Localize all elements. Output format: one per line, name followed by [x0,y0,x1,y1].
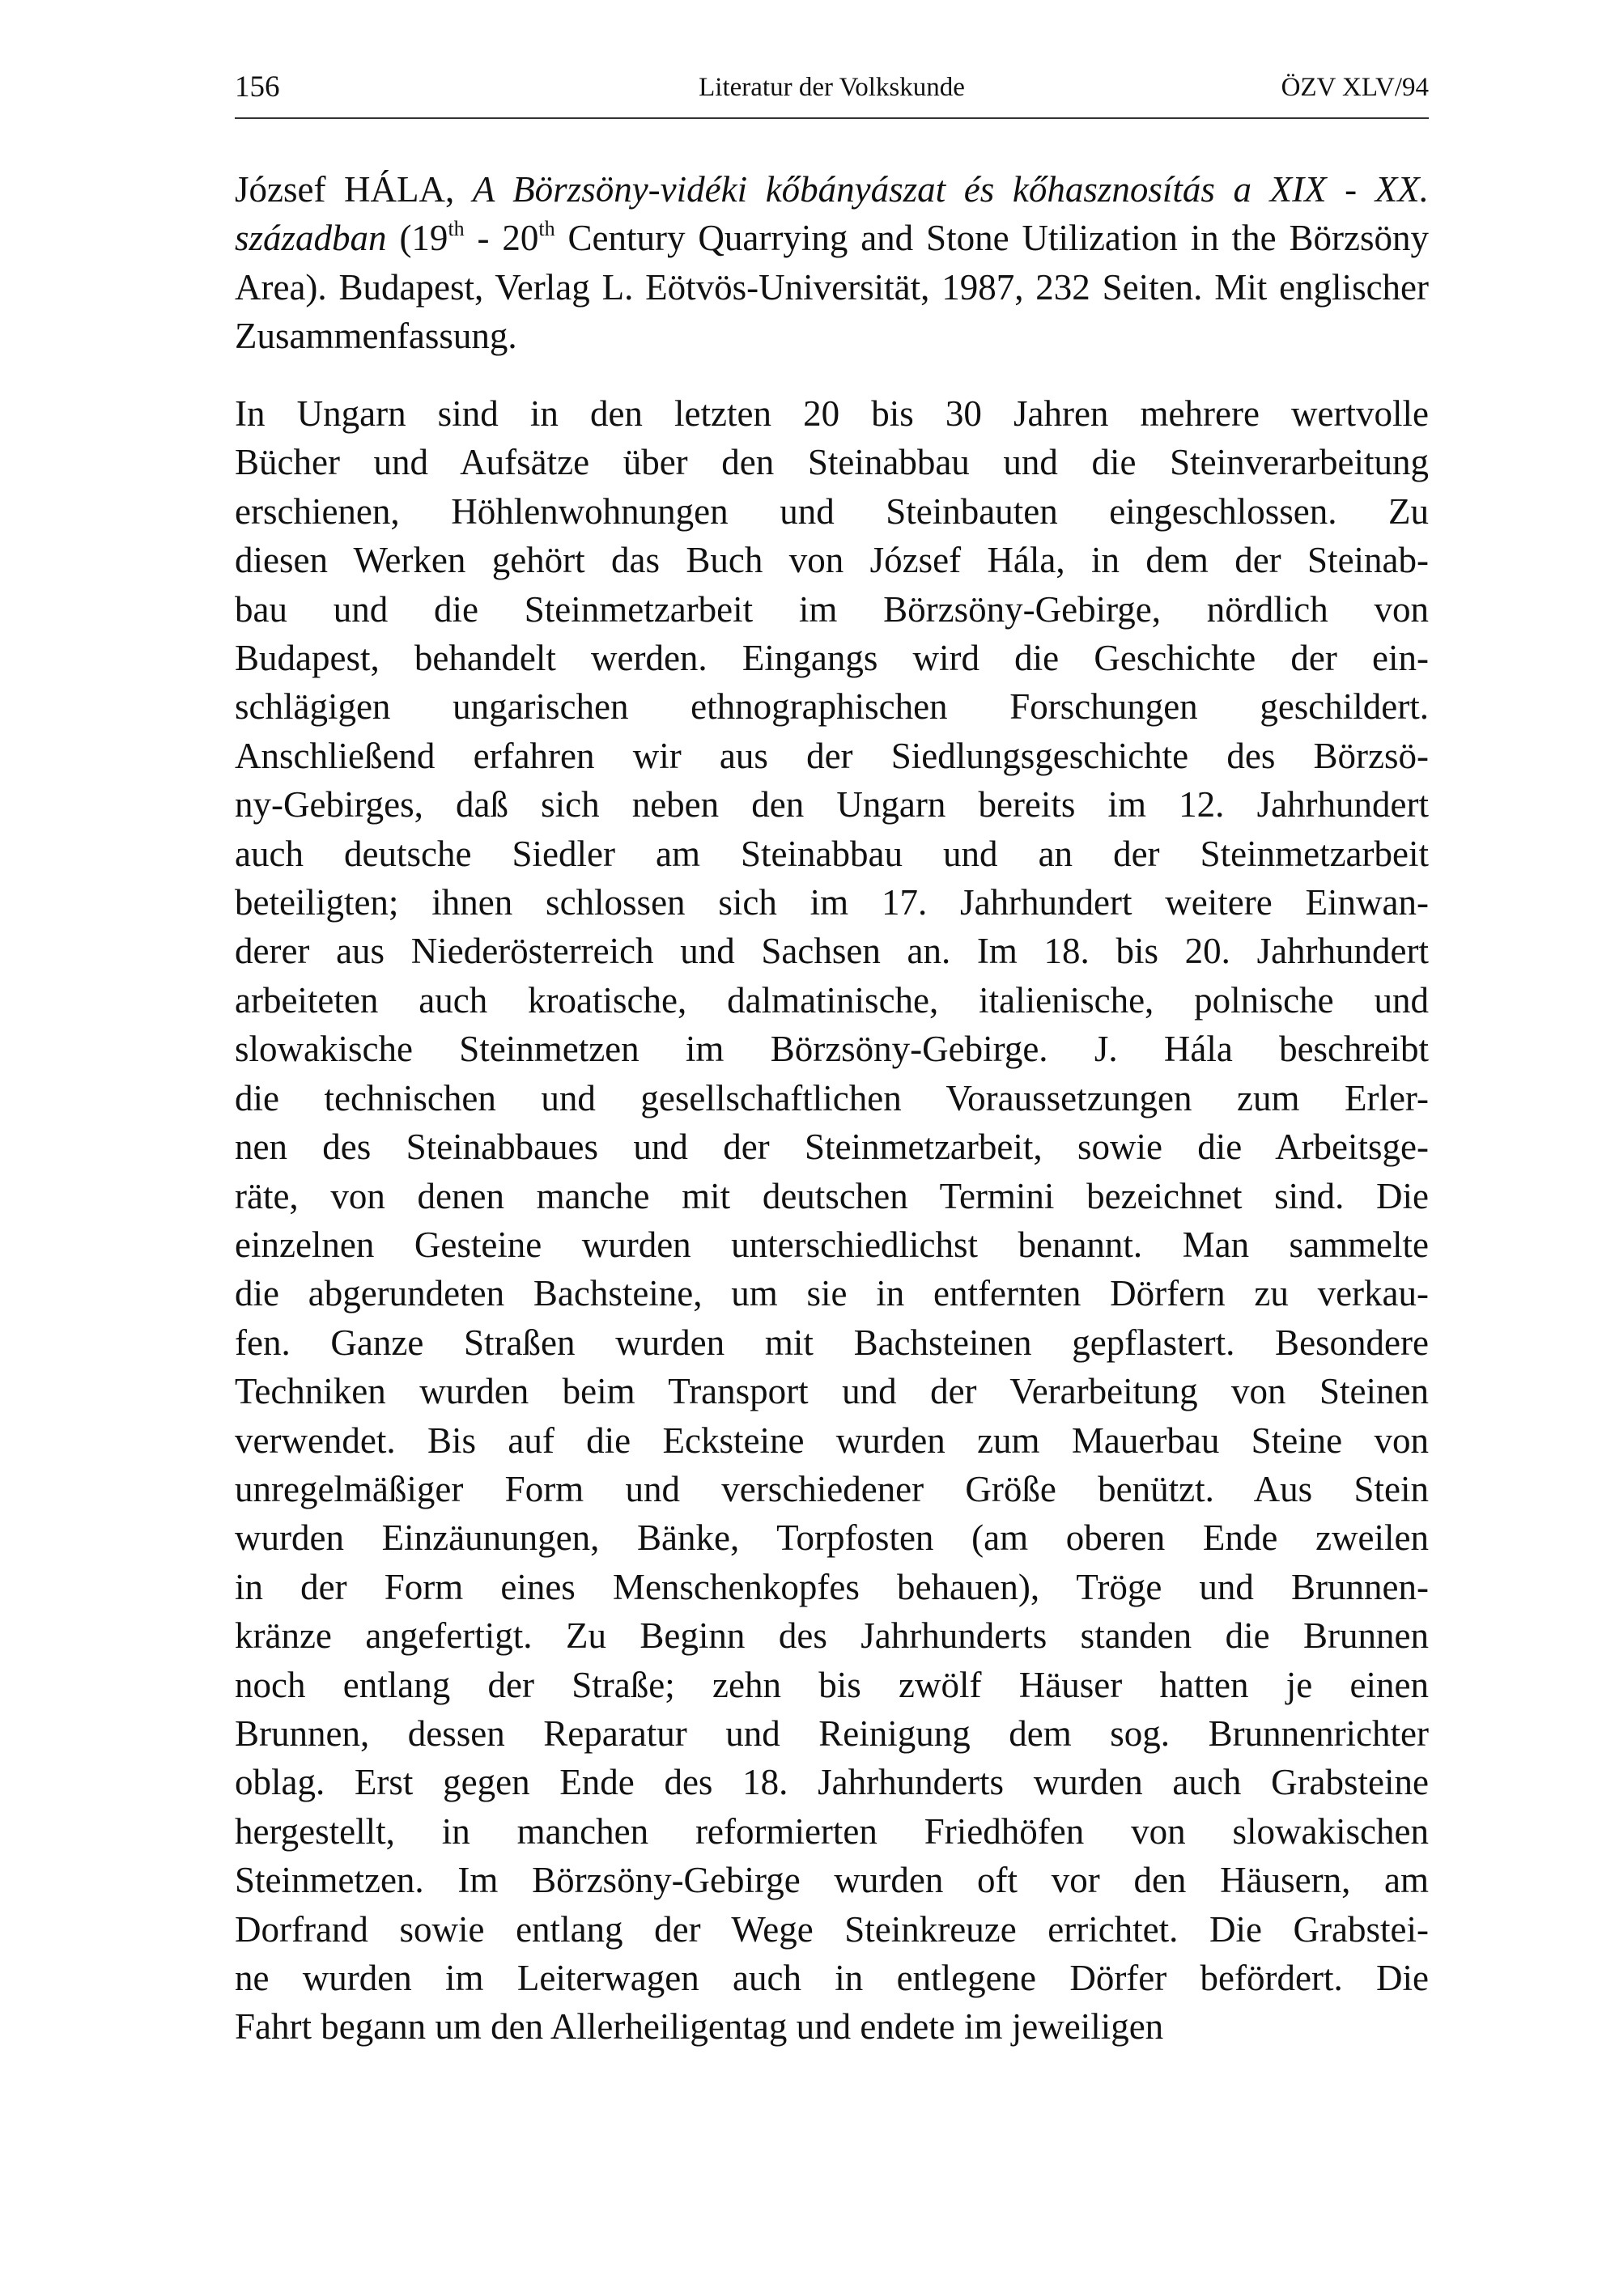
body-text-line: schlägigen ungarischen ethnographischen Forschungen geschildert. [235,686,1429,728]
body-text-line: nen des Steinabbaues und der Steinmetzarbeit, sowie die Arbeitsge- [235,1127,1429,1168]
body-text-line: slowakische Steinmetzen im Börzsöny-Gebirge. J. Hála beschreibt [235,1029,1429,1070]
body-text-line: Anschließend erfahren wir aus der Siedlungsgeschichte des Börzsö- [235,735,1429,776]
body-text-line: diesen Werken gehört das Buch von József Hála, in dem der Steinab- [235,540,1429,581]
citation-author: József HÁLA, [235,169,455,210]
body-text-line: verwendet. Bis auf die Ecksteine wurden zum Mauerbau Steine von [235,1420,1429,1461]
body-text-line: Fahrt begann um den Allerheiligentag und endete im jeweiligen [235,2006,1164,2048]
bibliographic-citation [235,165,1429,361]
body-text-line: die technischen und gesellschaftlichen Voraussetzungen zum Erler- [235,1077,1429,1118]
body-text-line: bau und die Steinmetzarbeit im Börzsöny-Gebirge, nördlich von [235,588,1429,630]
body-text-line: Budapest, behandelt werden. Eingangs wird die Geschichte der ein- [235,638,1429,679]
body-text-line: Bücher und Aufsätze über den Steinabbau und die Steinverarbeitung [235,442,1429,483]
review-body [235,389,1429,2052]
citation-publisher: Budapest, Verlag L. Eötvös-Universität, 1987, 232 Seiten. Mit englischer Zusammenfassung. [235,266,1430,357]
body-text-line: Techniken wurden beim Transport und der Verarbeitung von Steinen [235,1371,1429,1412]
body-text-line: in der Form eines Menschenkopfes behauen), Tröge und Brunnen- [235,1566,1429,1607]
body-text-line: auch deutsche Siedler am Steinabbau und an der Steinmetzarbeit [235,833,1429,874]
body-text-line: räte, von denen manche mit deutschen Termini bezeichnet sind. Die [235,1175,1429,1216]
body-text-line: arbeiteten auch kroatische, dalmatinische, italienische, polnische und [235,979,1429,1021]
running-header [235,63,1429,112]
body-text-line: unregelmäßiger Form und verschiedener Größe benützt. Aus Stein [235,1468,1429,1509]
page-number: 156 [235,70,280,104]
body-text-line: In Ungarn sind in den letzten 20 bis 30 Jahren mehrere wertvolle [235,393,1429,434]
body-text-line: hergestellt, in manchen reformierten Friedhöfen von slowakischen [235,1810,1429,1852]
body-text-line: einzelnen Gesteine wurden unterschiedlichst benannt. Man sammelte [235,1224,1429,1265]
body-text-line: beteiligten; ihnen schlossen sich im 17. Jahrhundert weitere Einwan- [235,882,1429,923]
journal-reference: ÖZV XLV/94 [1281,73,1429,102]
citation-title-hungarian: A Börzsöny-vidéki kőbányászat és kőhasznosítás a XIX - XX. században [235,169,1429,259]
header-rule [235,117,1429,119]
body-text-line: Dorfrand sowie entlang der Wege Steinkreuze errichtet. Die Grabstei- [235,1908,1429,1950]
body-text-line: wurden Einzäunungen, Bänke, Torpfosten (am oberen Ende zweilen [235,1517,1429,1559]
body-text-line: erschienen, Höhlenwohnungen und Steinbauten eingeschlossen. Zu [235,490,1429,532]
body-text-line: fen. Ganze Straßen wurden mit Bachsteinen gepflastert. Besondere [235,1322,1429,1363]
body-text-line: ny-Gebirges, daß sich neben den Ungarn bereits im 12. Jahrhundert [235,784,1429,825]
citation-title-english: (19th - 20th Century Quarrying and Stone Utilization in the Börzsöny Area). [235,217,1429,308]
running-title: Literatur der Volkskunde [699,73,965,102]
body-text-line: Steinmetzen. Im Börzsöny-Gebirge wurden oft vor den Häusern, am [235,1860,1429,1901]
body-text-line: die abgerundeten Bachsteine, um sie in entfernten Dörfern zu verkau- [235,1273,1429,1314]
body-text-line: oblag. Erst gegen Ende des 18. Jahrhunderts wurden auch Grabsteine [235,1762,1429,1803]
body-text-line: Brunnen, dessen Reparatur und Reinigung dem sog. Brunnenrichter [235,1712,1429,1754]
body-text-line: derer aus Niederösterreich und Sachsen an. Im 18. bis 20. Jahrhundert [235,931,1429,972]
body-text-line: noch entlang der Straße; zehn bis zwölf Häuser hatten je einen [235,1664,1429,1705]
body-text-line: ne wurden im Leiterwagen auch in entlegene Dörfer befördert. Die [235,1958,1429,1998]
body-text-line: kränze angefertigt. Zu Beginn des Jahrhunderts standen die Brunnen [235,1615,1429,1657]
